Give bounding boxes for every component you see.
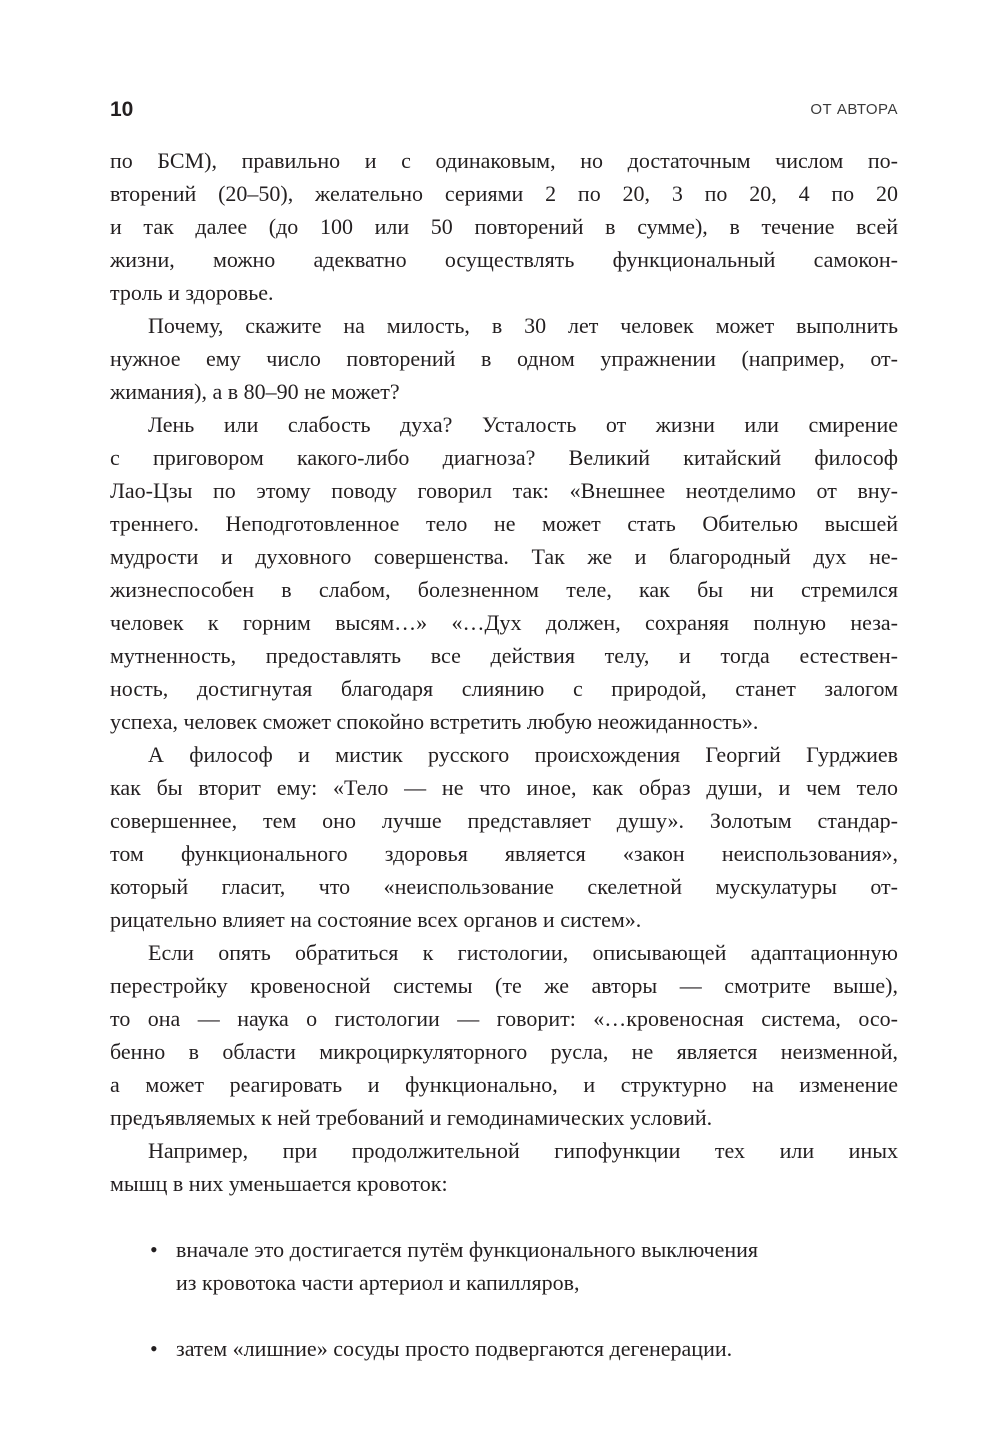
text-line: предъявляемых к ней требований и гемодинамических условий. <box>110 1105 713 1130</box>
text-line: треннего. Неподготовленное тело не может стать Обителью высшей <box>110 511 898 536</box>
paragraph <box>110 936 898 1134</box>
paragraph <box>110 309 898 408</box>
bullet-icon: • <box>150 1336 158 1361</box>
text-line: нужное ему число повторений в одном упражнении (например, от- <box>110 346 898 371</box>
text-line: жизни, можно адекватно осуществлять функциональный самокон- <box>110 247 898 272</box>
text-line: который гласит, что «неиспользование скелетной мускулатуры от- <box>110 874 898 899</box>
text-line: успеха, человек сможет спокойно встретить любую неожиданность». <box>110 709 759 734</box>
body-text <box>110 144 898 1365</box>
text-line: вначале это достигается путём функционального выключения <box>176 1237 759 1262</box>
text-line: мутненность, предоставлять все действия телу, и тогда естествен- <box>110 643 898 668</box>
text-line: человек к горним высям…» «…Дух должен, сохраняя полную неза- <box>110 610 898 635</box>
text-line: А философ и мистик русского происхождения Георгий Гурджиев <box>148 742 898 767</box>
text-line: Лао-Цзы по этому поводу говорил так: «Внешнее неотделимо от вну- <box>110 478 898 503</box>
text-line: том функционального здоровья является «закон неиспользования», <box>110 841 898 866</box>
spacer <box>110 1299 898 1332</box>
paragraph <box>110 408 898 738</box>
page-number: 10 <box>110 98 134 121</box>
text-line: Если опять обратиться к гистологии, описывающей адаптационную <box>148 940 898 965</box>
text-line: по БСМ), правильно и с одинаковым, но достаточным числом по- <box>110 148 898 173</box>
text-line: из кровотока части артериол и капилляров, <box>176 1270 580 1295</box>
text-line: мышц в них уменьшается кровоток: <box>110 1171 448 1196</box>
paragraph <box>110 1134 898 1200</box>
text-line: то она — наука о гистологии — говорит: «…кровеносная система, осо- <box>110 1006 898 1031</box>
text-line: ность, достигнутая благодаря слиянию с природой, станет залогом <box>110 676 898 701</box>
text-line: Лень или слабость духа? Усталость от жизни или смирение <box>148 412 898 437</box>
text-line: Почему, скажите на милость, в 30 лет человек может выполнить <box>148 313 898 338</box>
bullet-item <box>110 1233 898 1299</box>
text-line: как бы вторит ему: «Тело — не что иное, как образ души, и чем тело <box>110 775 898 800</box>
text-line: жизнеспособен в слабом, болезненном теле, как бы ни стремился <box>110 577 898 602</box>
bullet-icon: • <box>150 1237 158 1262</box>
bullet-item <box>110 1332 898 1365</box>
text-line: а может реагировать и функционально, и структурно на изменение <box>110 1072 898 1097</box>
text-line: рицательно влияет на состояние всех органов и систем». <box>110 907 642 932</box>
text-line: жимания), а в 80–90 не может? <box>110 379 400 404</box>
text-line: затем «лишние» сосуды просто подвергаются дегенерации. <box>176 1336 733 1361</box>
paragraph <box>110 144 898 309</box>
text-line: с приговором какого-либо диагноза? Великий китайский философ <box>110 445 898 470</box>
text-line: и так далее (до 100 или 50 повторений в сумме), в течение всей <box>110 214 898 239</box>
spacer <box>110 1200 898 1233</box>
text-line: троль и здоровье. <box>110 280 274 305</box>
text-line: бенно в области микроциркуляторного русла, не является неизменной, <box>110 1039 898 1064</box>
text-line: мудрости и духовного совершенства. Так же и благородный дух не- <box>110 544 898 569</box>
paragraph <box>110 738 898 936</box>
running-header: ОТ АВТОРА <box>810 101 898 118</box>
text-line: совершеннее, тем оно лучше представляет душу». Золотым стандар- <box>110 808 898 833</box>
text-line: перестройку кровеносной системы (те же авторы — смотрите выше), <box>110 973 898 998</box>
text-line: вторений (20–50), желательно сериями 2 по 20, 3 по 20, 4 по 20 <box>110 181 898 206</box>
text-line: Например, при продолжительной гипофункции тех или иных <box>148 1138 898 1163</box>
